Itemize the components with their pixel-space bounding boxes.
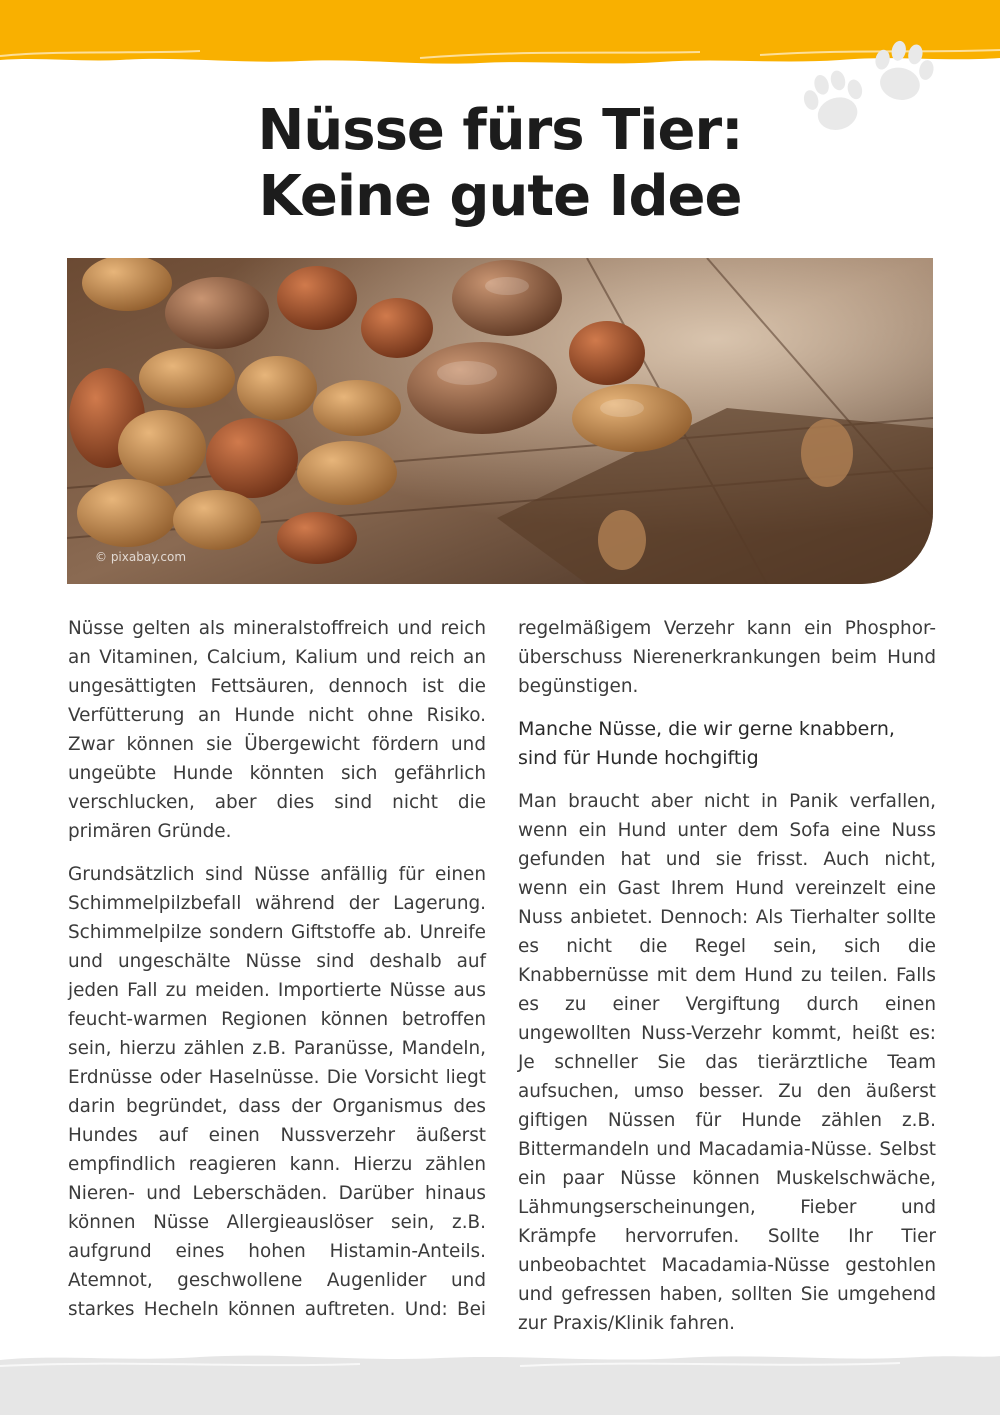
title-line-2: Keine gute Idee	[258, 164, 742, 229]
nuts-photo	[67, 258, 933, 584]
article-column-right	[518, 614, 936, 1352]
section-subheading: Manche Nüsse, die wir gerne knabbern, sind für Hunde hochgiftig	[518, 718, 895, 769]
paragraph-intro: Nüsse gelten als mineralstoffreich und reich an Vitaminen, Calcium, Kalium und reich an ungesättigten Fettsäuren, dennoch ist die Verfütterung an Hunde nicht ohne Risiko. Zwar können sie Übergewicht fördern und ungeübte Hunde könnten sich gefährlich verschlucken, aber dies sind nicht die primären Gründe.	[68, 618, 486, 842]
paragraph-mold-continued: regelmäßigem Verzehr kann ein Phosphor-überschuss Nierenerkrankungen beim Hund begünstigen.	[518, 618, 936, 697]
image-credit: © pixabay.com	[95, 550, 187, 564]
paragraph-mold: Grundsätzlich sind Nüsse anfällig für einen Schimmelpilzbefall während der Lagerung. Schimmelpilze sondern Giftstoffe ab. Unreife und ungeschälte Nüsse sind deshalb auf jeden Fall zu meiden. Importierte Nüsse aus feucht-warmen Regionen können betroffen sein, hierzu zählen z.B. Paranüsse, Mandeln, Erdnüsse oder Haselnüsse. Die Vorsicht liegt darin begründet, dass der Organismus des Hundes auf einen Nussverzehr äußerst empfindlich reagieren kann. Hierzu zählen Nieren- und Leberschäden. Darüber hinaus können Nüsse Allergieauslöser sein, z.B. aufgrund eines hohen Histamin-Anteils. Atemnot, geschwollene Augenlider und starkes Hecheln können auftreten. Und: Bei	[68, 864, 486, 1320]
page-title	[0, 98, 1000, 230]
footer-brush-band	[0, 1340, 1000, 1415]
hero-image	[67, 258, 933, 584]
title-line-1: Nüsse fürs Tier:	[257, 98, 743, 163]
paragraph-toxic-nuts: Man braucht aber nicht in Panik verfallen, wenn ein Hund unter dem Sofa eine Nuss gefunden hat und sie frisst. Auch nicht, wenn ein Gast Ihrem Hund vereinzelt eine Nuss anbietet. Dennoch: Als Tierhalter sollte es nicht die Regel sein, sich die Knabbernüsse mit dem Hund zu teilen. Falls es zu einer Vergiftung durch einen ungewollten Nuss-Verzehr kommt, heißt es: Je schneller Sie das tierärztliche Team aufsuchen, umso besser. Zu den äußerst giftigen Nüssen für Hunde zählen z.B. Bittermandeln und Macadamia-Nüsse. Selbst ein paar Nüsse können Muskelschwäche, Lähmungserscheinungen, Fieber und Krämpfe hervorrufen. Sollte Ihr Tier unbeobachtet Macadamia-Nüsse gestohlen und gefressen haben, sollten Sie umgehend zur Praxis/Klinik fahren.	[518, 791, 936, 1334]
article-column-left	[68, 614, 486, 1324]
